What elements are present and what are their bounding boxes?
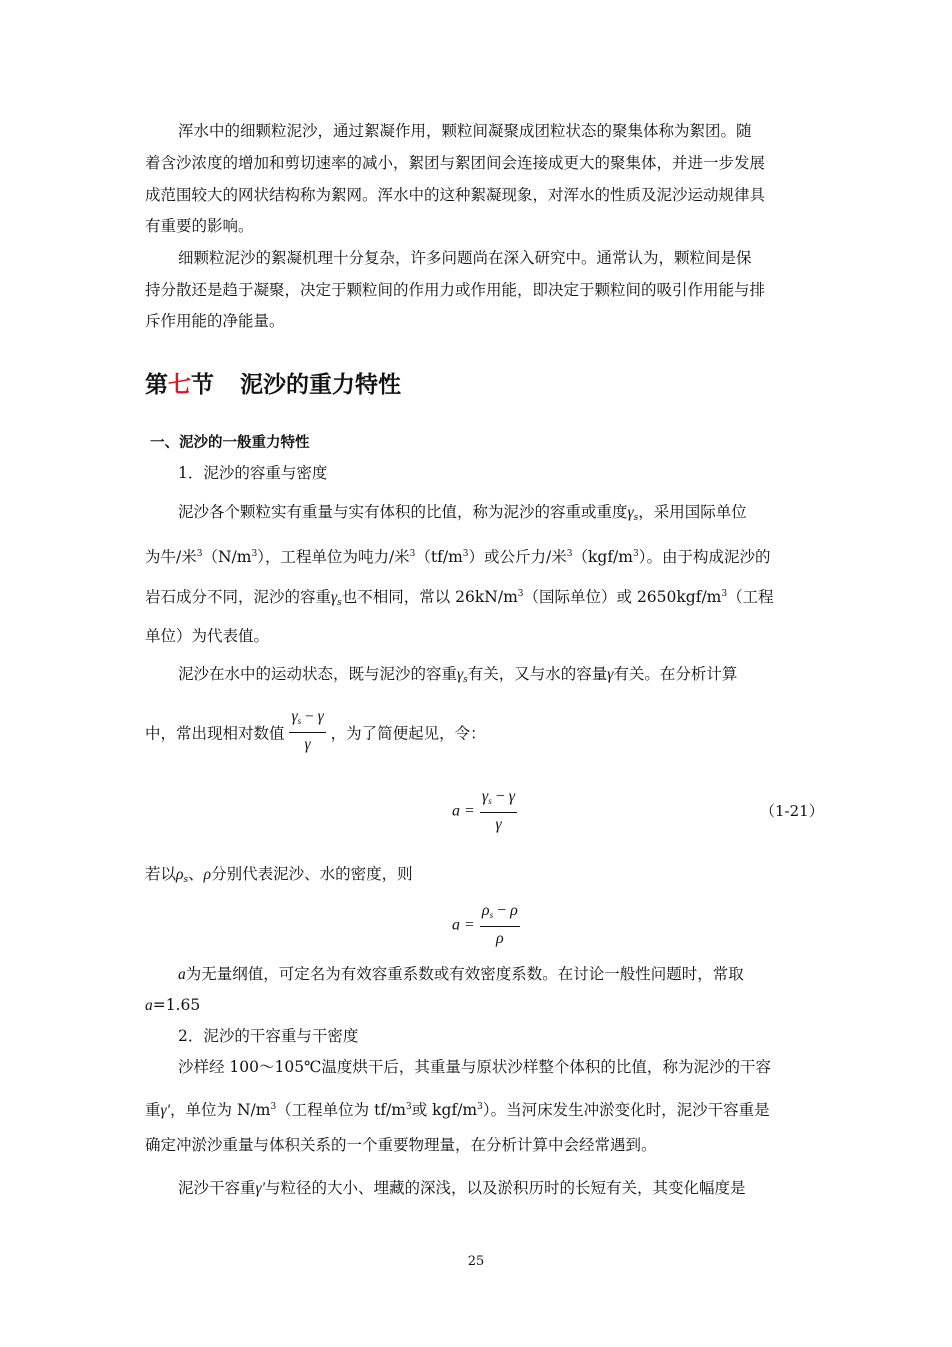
para2-line2: 持分散还是趋于凝聚，决定于颗粒间的作用力或作用能，即决定于颗粒间的吸引作用能与排 bbox=[145, 281, 766, 299]
heading-level2-2: 2．泥沙的干容重与干密度 bbox=[178, 1027, 359, 1045]
section-title bbox=[145, 366, 401, 399]
s5-line3: 确定冲淤沙重量与体积关系的一个重要物理量，在分析计算中会经常遇到。 bbox=[145, 1136, 657, 1154]
equation-number: （1-21） bbox=[760, 802, 824, 820]
s4-line1: a为无量纲值，可定名为有效容重系数或有效密度系数。在讨论一般性问题时，常取 bbox=[178, 965, 744, 983]
equation-density: a = $\frac{\rho_s - \rho}{\rho}$ bbox=[452, 902, 518, 947]
section-prefix: 第 bbox=[145, 372, 168, 398]
s3-line: 若以$\rho_s$、ρ分别代表泥沙、水的密度，则 bbox=[145, 865, 413, 885]
heading-level1: 一、泥沙的一般重力特性 bbox=[150, 435, 310, 451]
s1-line4: 单位）为代表值。 bbox=[145, 627, 270, 645]
relative-value-fraction: $\frac{\gamma_s - \gamma}{\gamma}$ bbox=[291, 708, 324, 753]
page-number: 25 bbox=[467, 1254, 485, 1269]
para2-line1: 细颗粒泥沙的絮凝机理十分复杂，许多问题尚在深入研究中。通常认为，颗粒间是保 bbox=[178, 249, 752, 267]
s2-line2: 中，常出现相对数值 $\frac{\gamma_s - \gamma}{\gamma}$ ，为了简便起见，令： bbox=[145, 712, 486, 757]
section-heading: 泥沙的重力特性 bbox=[240, 372, 401, 398]
para1-line4: 有重要的影响。 bbox=[145, 217, 254, 235]
s5-line4: 泥沙干容重γ′与粒径的大小、埋藏的深浅，以及淤积历时的长短有关，其变化幅度是 bbox=[178, 1179, 746, 1197]
section-number: 七 bbox=[168, 372, 191, 398]
section-suffix: 节 bbox=[191, 372, 214, 398]
s1-line2: 为牛/米$^3(N/m^3)$，工程单位为吨力/米$^3(tf/m^3)$或公斤力/米$^3(kgf/m^3)$。由于构成泥沙的 bbox=[145, 548, 771, 566]
s4-line2: a=1.65 bbox=[145, 996, 201, 1014]
heading-level2-1: 1．泥沙的容重与密度 bbox=[178, 464, 328, 482]
s5-line2: 重γ′，单位为 $N/m^3$（工程单位为 $tf/m^3$或 kgf/$m^3$）。当河床发生冲淤变化时，泥沙干容重是 bbox=[145, 1101, 770, 1119]
equation-1-21: a = $\frac{\gamma_s - \gamma}{\gamma}$ bbox=[452, 788, 516, 833]
para1-line2: 着含沙浓度的增加和剪切速率的减小，絮团与絮团间会连接成更大的聚集体，并进一步发展 bbox=[145, 154, 766, 172]
para1-line1: 浑水中的细颗粒泥沙，通过絮凝作用，颗粒间凝聚成团粒状态的聚集体称为絮团。随 bbox=[178, 122, 752, 140]
s2-line1: 泥沙在水中的运动状态，既与泥沙的容重$\gamma_s$有关，又与水的容量γ有关。在分析计算 bbox=[178, 665, 738, 685]
s1-line3: 岩石成分不同，泥沙的容重$\gamma_s$也不相同，常以 $26kN/m^3$（国际单位）或 $2650kgf/m^3$（工程 bbox=[145, 588, 774, 608]
s1-line1: 泥沙各个颗粒实有重量与实有体积的比值，称为泥沙的容重或重度$\gamma_s$，采用国际单位 bbox=[178, 503, 747, 523]
para1-line3: 成范围较大的网状结构称为絮网。浑水中的这种絮凝现象，对浑水的性质及泥沙运动规律具 bbox=[145, 186, 766, 204]
s5-line1: 沙样经 100～105℃温度烘干后，其重量与原状沙样整个体积的比值，称为泥沙的干容 bbox=[178, 1058, 771, 1076]
para2-line3: 斥作用能的净能量。 bbox=[145, 312, 285, 330]
